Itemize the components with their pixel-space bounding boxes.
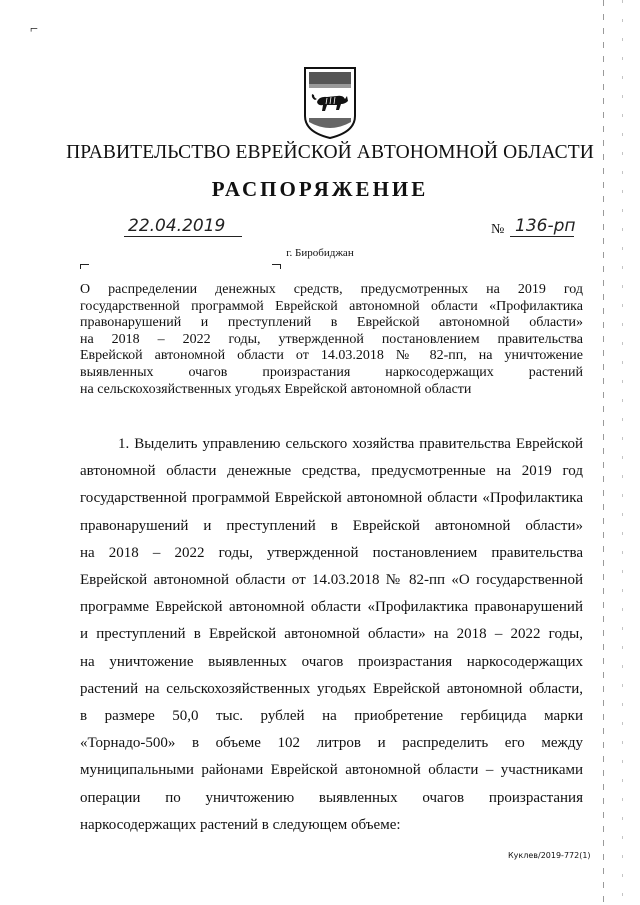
document-type: РАСПОРЯЖЕНИЕ [211,177,429,201]
document-body [80,431,583,839]
subject-line: О распределении денежных средств, предусмотренных на 2019 год [80,282,583,297]
body-line: государственной программой Еврейской автономной области «Профилактика [80,490,583,507]
subject-bracket-right [272,264,281,269]
footer-code: Куклев/2019-772(1) [508,851,591,860]
scan-artifact-mark: ⌐ [30,22,38,37]
scan-edge-line-2 [622,0,623,905]
scan-edge-line [603,0,604,905]
subject-bracket-left [80,264,89,269]
body-line: и преступлений в Еврейской автономной области» на 2018 – 2022 годы, [80,626,583,643]
subject-line: Еврейской автономной области от 14.03.2018 № 82-пп, на уничтожение [80,348,583,364]
number-underline [510,236,574,237]
number-label: № [491,222,505,237]
subject-line: выявленных очагов произрастания наркосодержащих растений [80,364,583,380]
body-line: правонарушений и преступлений в Еврейской автономной области» [80,517,583,534]
subject-line: на 2018 – 2022 годы, утвержденной постановлением правительства [80,331,583,347]
document-number: 136-рп [515,216,576,236]
city-name: г. Биробиджан [286,247,354,259]
subject-line: государственной программой Еврейской автономной области «Профилактика [80,298,583,314]
body-line: Еврейской автономной области от 14.03.2018 № 82-пп «О государственной [80,572,583,589]
government-title: ПРАВИТЕЛЬСТВО ЕВРЕЙСКОЙ АВТОНОМНОЙ ОБЛАСТИ [66,142,594,163]
body-line: наркосодержащих растений в следующем объеме: [80,816,401,833]
subject-line: правонарушений и преступлений в Еврейской автономной области» [80,315,583,331]
body-line: муниципальными районами Еврейской автономной области – участниками [80,762,583,779]
body-line: программе Еврейской автономной области «Профилактика правонарушений [80,599,583,616]
body-line: растений на сельскохозяйственных угодьях Еврейской автономной области, [80,680,583,697]
date-underline [124,236,242,237]
coat-of-arms-tiger-icon [303,66,357,140]
body-line: операции по уничтожению выявленных очагов произрастания [80,789,583,806]
body-line: на 2018 – 2022 годы, утвержденной постановлением правительства [80,544,583,561]
body-line: на уничтожение выявленных очагов произрастания наркосодержащих [80,653,583,670]
document-subject [80,282,583,398]
body-line: 1. Выделить управлению сельского хозяйства правительства Еврейской [118,436,583,452]
body-line: «Торнадо-500» в объеме 102 литров и распределить его между [80,735,583,752]
subject-line: на сельскохозяйственных угодьях Еврейской автономной области [80,381,472,397]
body-line: в размере 50,0 тыс. рублей на приобретение гербицида марки [80,708,583,725]
document-date: 22.04.2019 [128,216,226,236]
body-line: автономной области денежные средства, предусмотренные на 2019 год [80,463,583,480]
